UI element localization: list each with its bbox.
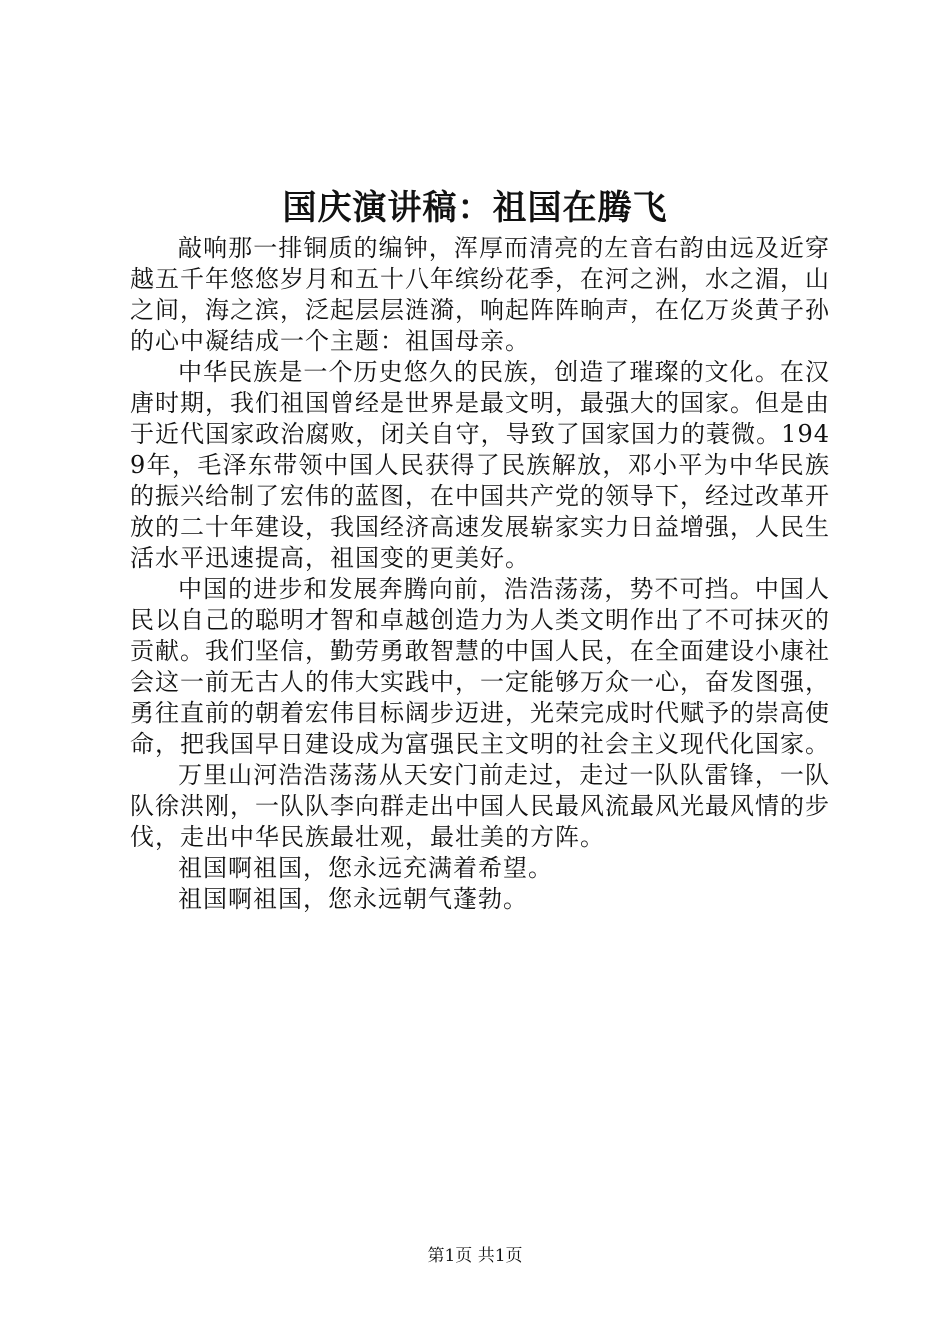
page-footer: 第1页 共1页: [427, 1246, 523, 1266]
paragraph-1: 敲响那一排铜质的编钟，浑厚而清亮的左音右韵由远及近穿越五千年悠悠岁月和五十八年缤纷花季，在河之洲，水之湄，山之间，海之滨，泛起层层涟漪，响起阵阵晌声，在亿万炎黄子孙的心中凝结成一个主题：祖国母亲。: [130, 234, 830, 355]
document-body: [130, 233, 830, 915]
document-title: 国庆演讲稿：祖国在腾飞: [282, 188, 668, 228]
closing-line-1: 祖国啊祖国，您永远充满着希望。: [178, 854, 553, 882]
paragraph-2: 中华民族是一个历史悠久的民族，创造了璀璨的文化。在汉唐时期，我们祖国曾经是世界是最文明，最强大的国家。但是由于近代国家政治腐败，闭关自守，导致了国家国力的蓑微。1949年，毛泽东带领中国人民获得了民族解放，邓小平为中华民族的振兴给制了宏伟的蓝图，在中国共产党的领导下，经过改革开放的二十年建设，我国经济高速发展崭家实力日益增强，人民生活水平迅速提高，祖国变的更美好。: [130, 358, 830, 572]
closing-line-2: 祖国啊祖国，您永远朝气蓬勃。: [178, 885, 528, 913]
paragraph-4: 万里山河浩浩荡荡从天安门前走过，走过一队队雷锋，一队队徐洪刚，一队队李向群走出中国人民最风流最风光最风情的步伐，走出中华民族最壮观，最壮美的方阵。: [130, 761, 830, 851]
paragraph-3: 中国的进步和发展奔腾向前，浩浩荡荡，势不可挡。中国人民以自己的聪明才智和卓越创造力为人类文明作出了不可抹灭的贡献。我们坚信，勤劳勇敢智慧的中国人民，在全面建设小康社会这一前无古人的伟大实践中，一定能够万众一心，奋发图强，勇往直前的朝着宏伟目标阔步迈进，光荣完成时代赋予的崇高使命，把我国早日建设成为富强民主文明的社会主义现代化国家。: [130, 575, 830, 758]
